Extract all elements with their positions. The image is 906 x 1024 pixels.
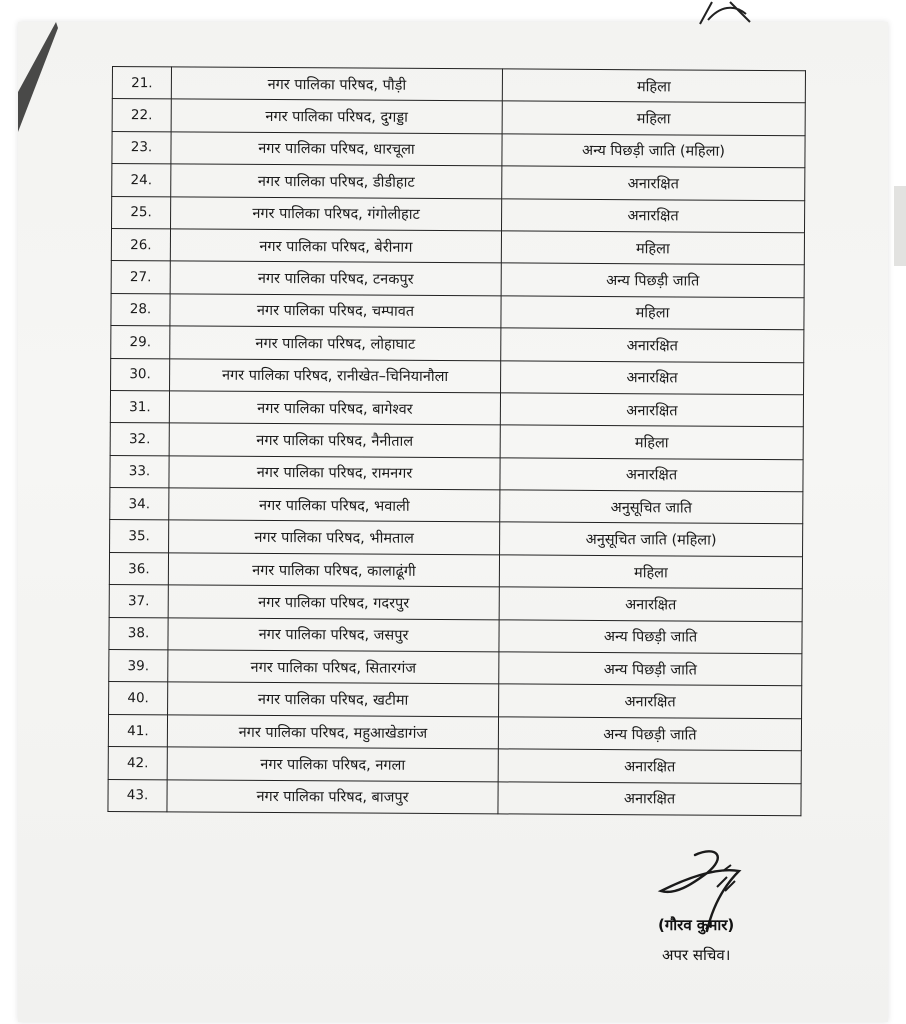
row-number: 31. — [110, 390, 169, 423]
municipality-name: नगर पालिका परिषद, बेरीनाग — [170, 229, 501, 263]
municipality-name: नगर पालिका परिषद, नगला — [167, 747, 498, 781]
reservation-category: अन्य पिछड़ी जाति (महिला) — [502, 134, 805, 168]
signatory-name: (गौरव कुमार) — [658, 916, 735, 934]
table-row — [110, 390, 803, 427]
reservation-category: महिला — [501, 296, 804, 330]
row-number: 35. — [110, 520, 169, 553]
municipality-name: नगर पालिका परिषद, नैनीताल — [169, 423, 500, 457]
row-number: 30. — [111, 358, 170, 391]
municipality-name: नगर पालिका परिषद, बाजपुर — [167, 779, 498, 813]
reservation-category: अनारक्षित — [500, 458, 803, 492]
reservation-category: अनारक्षित — [499, 587, 802, 621]
table-row — [109, 585, 802, 622]
reservation-category: महिला — [502, 69, 805, 103]
row-number: 42. — [108, 747, 167, 780]
row-number: 40. — [109, 682, 168, 715]
table-row — [112, 196, 805, 233]
pen-mark-top — [690, 0, 760, 26]
reservation-category: अनारक्षित — [502, 198, 805, 232]
reservation-table — [107, 66, 806, 816]
row-number: 24. — [112, 164, 171, 197]
reservation-category: अनारक्षित — [498, 749, 801, 783]
municipality-name: नगर पालिका परिषद, चम्पावत — [170, 294, 501, 328]
page-tab-edge — [894, 186, 906, 266]
table-row — [112, 67, 805, 104]
table-row — [110, 455, 803, 492]
row-number: 36. — [109, 552, 168, 585]
reservation-category: अन्य पिछड़ी जाति — [499, 652, 802, 686]
table-row — [112, 164, 805, 201]
reservation-category: महिला — [501, 231, 804, 265]
reservation-category: अन्य पिछड़ी जाति — [498, 717, 801, 751]
municipality-name: नगर पालिका परिषद, धारचूला — [171, 132, 502, 166]
table-row — [108, 714, 801, 751]
row-number: 32. — [110, 423, 169, 456]
reservation-category: महिला — [499, 555, 802, 589]
municipality-name: नगर पालिका परिषद, रामनगर — [169, 456, 500, 490]
table-row — [109, 650, 802, 687]
municipality-name: नगर पालिका परिषद, पौड़ी — [171, 67, 502, 101]
municipality-name: नगर पालिका परिषद, भीमताल — [169, 520, 500, 554]
municipality-name: नगर पालिका परिषद, महुआखेडागंज — [167, 715, 498, 749]
row-number: 21. — [112, 67, 171, 100]
reservation-table-body — [108, 67, 806, 816]
table-row — [111, 261, 804, 298]
municipality-name: नगर पालिका परिषद, रानीखेत–चिनियानौला — [170, 358, 501, 392]
row-number: 33. — [110, 455, 169, 488]
reservation-category: अनारक्षित — [501, 328, 804, 362]
municipality-name: नगर पालिका परिषद, सितारगंज — [168, 650, 499, 684]
row-number: 27. — [111, 261, 170, 294]
table-row — [110, 488, 803, 525]
table-row — [112, 131, 805, 168]
reservation-category: अनारक्षित — [498, 781, 801, 815]
reservation-category: अनारक्षित — [499, 684, 802, 718]
row-number: 26. — [111, 228, 170, 261]
table-row — [111, 228, 804, 265]
row-number: 22. — [112, 99, 171, 132]
table-row — [111, 358, 804, 395]
reservation-category: महिला — [500, 425, 803, 459]
municipality-name: नगर पालिका परिषद, खटीमा — [168, 682, 499, 716]
row-number: 37. — [109, 585, 168, 618]
reservation-category: अनुसूचित जाति (महिला) — [500, 522, 803, 556]
table-row — [111, 293, 804, 330]
row-number: 23. — [112, 131, 171, 164]
signatory-title: अपर सचिव। — [662, 946, 731, 964]
row-number: 34. — [110, 488, 169, 521]
table-row — [109, 617, 802, 654]
table-row — [112, 99, 805, 136]
reservation-category: अनारक्षित — [501, 360, 804, 394]
reservation-category: अनुसूचित जाति — [500, 490, 803, 524]
table-row — [109, 552, 802, 589]
table-row — [108, 747, 801, 784]
reservation-category: अनारक्षित — [500, 393, 803, 427]
row-number: 25. — [112, 196, 171, 229]
table-row — [109, 682, 802, 719]
municipality-name: नगर पालिका परिषद, भवाली — [169, 488, 500, 522]
row-number: 29. — [111, 326, 170, 359]
reservation-category: अन्य पिछड़ी जाति — [499, 620, 802, 654]
municipality-name: नगर पालिका परिषद, कालाढूंगी — [168, 553, 499, 587]
page-edge-shadow — [18, 22, 58, 132]
row-number: 39. — [109, 650, 168, 683]
municipality-name: नगर पालिका परिषद, गंगोलीहाट — [171, 196, 502, 230]
municipality-name: नगर पालिका परिषद, जसपुर — [168, 617, 499, 651]
row-number: 41. — [108, 714, 167, 747]
municipality-name: नगर पालिका परिषद, बागेश्वर — [169, 391, 500, 425]
row-number: 38. — [109, 617, 168, 650]
table-row — [108, 779, 801, 816]
municipality-name: नगर पालिका परिषद, टनकपुर — [170, 261, 501, 295]
municipality-name: नगर पालिका परिषद, डीडीहाट — [171, 164, 502, 198]
table-row — [110, 520, 803, 557]
municipality-name: नगर पालिका परिषद, लोहाघाट — [170, 326, 501, 360]
municipality-name: नगर पालिका परिषद, दुगड्डा — [171, 99, 502, 133]
municipality-name: नगर पालिका परिषद, गदरपुर — [168, 585, 499, 619]
row-number: 28. — [111, 293, 170, 326]
table-row — [111, 326, 804, 363]
reservation-category: अन्य पिछड़ी जाति — [501, 263, 804, 297]
row-number: 43. — [108, 779, 167, 812]
reservation-category: अनारक्षित — [502, 166, 805, 200]
table-row — [110, 423, 803, 460]
reservation-category: महिला — [502, 101, 805, 135]
